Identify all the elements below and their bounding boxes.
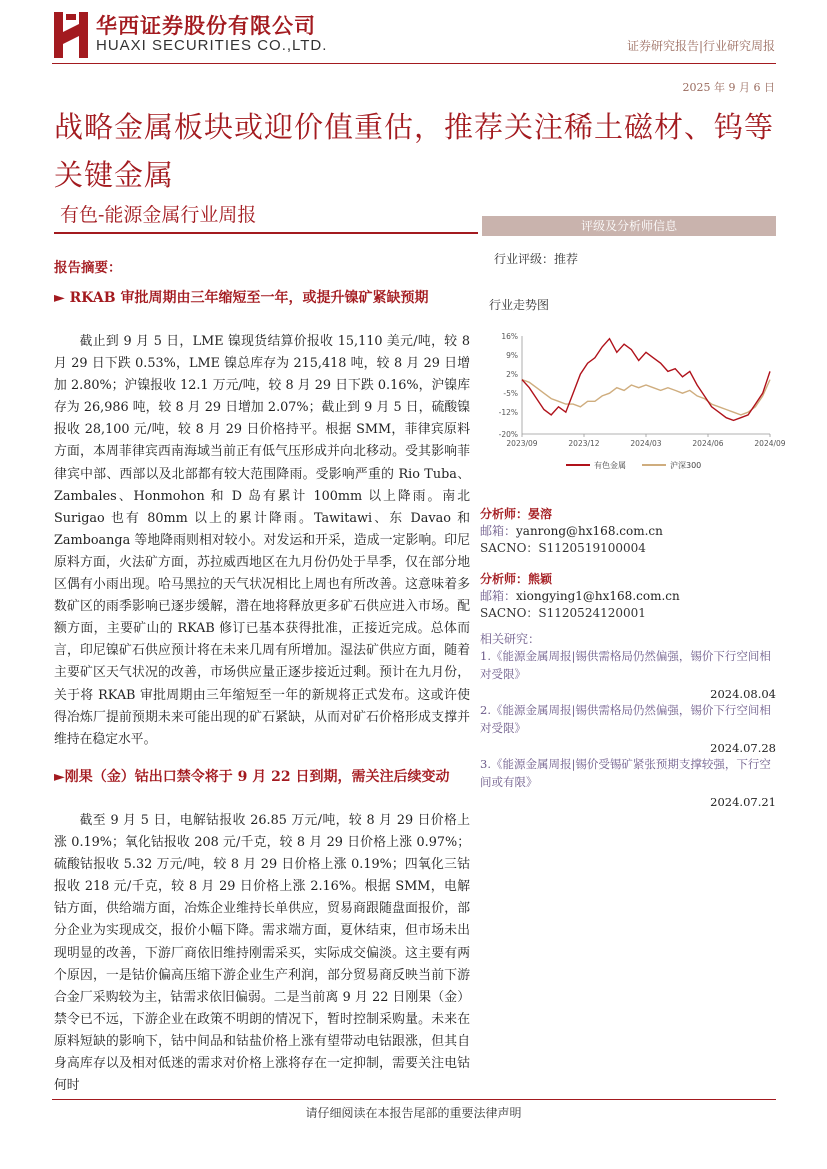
analyst-sacno-row (480, 604, 646, 621)
analyst-email-row (480, 587, 680, 604)
header-divider (52, 63, 776, 64)
x-tick-label: 2024/03 (630, 439, 662, 448)
x-tick-label: 2023/12 (568, 439, 600, 448)
analyst-name: 分析师：晏溶 (480, 507, 553, 521)
company-logo (54, 12, 88, 58)
report-title: 战略金属板块或迎价值重估，推荐关注稀土磁材、钨等关键金属 (54, 110, 775, 192)
x-tick-label: 2024/09 (754, 439, 786, 448)
analyst-sacno: S1120524120001 (538, 606, 646, 620)
related-report-date: 2024.07.28 (710, 741, 776, 755)
series-line (522, 380, 770, 415)
related-report-date: 2024.08.04 (710, 687, 776, 701)
document-type: 证券研究报告|行业研究周报 (626, 39, 775, 53)
y-tick-label: -12% (498, 408, 518, 418)
related-report-date: 2024.07.21 (710, 795, 776, 809)
x-tick-label: 2024/06 (692, 439, 724, 448)
legal-notice: 请仔细阅读在本报告尾部的重要法律声明 (305, 1106, 522, 1120)
related-research-list (480, 647, 776, 809)
subtitle-divider (54, 232, 478, 234)
section-heading-nickel: ► RKAB 审批周期由三年缩短至一年，或提升镍矿紧缺预期 (54, 290, 429, 306)
x-tick-label: 2023/09 (506, 439, 538, 448)
analyst-name: 分析师：熊颖 (480, 572, 553, 586)
analyst-sacno-row (480, 539, 646, 556)
related-research-label: 相关研究： (480, 632, 541, 646)
footer-divider (52, 1099, 776, 1100)
legend-label: 有色金属 (594, 461, 626, 470)
sacno-label: SACNO： (480, 541, 539, 555)
series-line (522, 339, 770, 421)
y-tick-label: 2% (506, 370, 518, 380)
analyst-info-panel (482, 216, 776, 236)
section-heading-cobalt: ►刚果（金）钴出口禁令将于 9 月 22 日到期，需关注后续变动 (54, 769, 450, 785)
industry-trend-chart (482, 322, 786, 480)
analyst-email[interactable]: yanrong@hx168.com.cn (516, 524, 663, 538)
summary-label: 报告摘要： (54, 260, 122, 276)
section-paragraph-nickel: 截止到 9 月 5 日，LME 镍现货结算价报收 15,110 美元/吨，较 8 月 29 日下跌 0.53%，LME 镍总库存为 215,418 吨，较 8 月 29 日增加 2.80%；沪镍报收 12.1 万元/吨，较 8 月 29 日下跌 0.16%，沪镍库存为 26,986 吨，较 8 月 29 日增加 2.07%；截止到 9 月 5 日，硫酸镍报收 28,100 元/吨，较 8 月 29 日价格持平。根据 SMM，菲律宾原料方面，本周菲律宾西南海域当前正有低气压形成并向北移动。受其影响菲律宾中部、西部以及北部都有较大范围降雨。受影响严重的 Rio Tuba、Zambales、Honmohon 和 D 岛有累计 100mm 以上降雨。南北 Surigao 也有 80mm 以上的累计降雨。Tawitawi、东 Davao 和 Zamboanga 等地降雨则相对较小。对发运和开采，造成一定影响。印尼原料方面，火法矿方面，苏拉威西地区在九月份仍处于旱季，仅在部分地区偶有小雨出现。哈马黑拉的天气状况相比上周也有所改善。这意味着多数矿区的雨季影响已逐步缓解，潜在地将释放更多矿石供应进入市场。配额方面，主要矿山的 RKAB 修订已基本获得批准，正接近完成。总体而言，印尼镍矿石供应预计将在未来几周有所增加。湿法矿供应方面，随着主要矿区天气状况的改善，市场供应量正逐步接近过剩。预计在九月份，关于将 RKAB 审批周期由三年缩短至一年的新规将正式发布。这或许使得冶炼厂提前预期未来可能出现的矿石紧缺，从而对矿石价格形成支撑并维持在稳定水平。 (54, 334, 470, 747)
analyst-email[interactable]: xiongying1@hx168.com.cn (516, 589, 680, 603)
y-tick-label: 16% (501, 332, 518, 341)
chart-title: 行业走势图 (489, 298, 550, 312)
related-report-link[interactable]: 2.《能源金属周报|锡供需格局仍然偏强，锡价下行空间相对受限》 (480, 703, 771, 735)
related-report-link[interactable]: 3.《能源金属周报|锡价受锡矿紧张预期支撑较强，下行空间或有限》 (480, 757, 771, 789)
panel-header: 评级及分析师信息 (482, 216, 776, 236)
report-subtitle: 有色-能源金属行业周报 (60, 204, 257, 226)
company-name-en: HUAXI SECURITIES CO.,LTD. (96, 37, 328, 54)
section-paragraph-cobalt: 截至 9 月 5 日，电解钴报收 26.85 万元/吨，较 8 月 29 日价格上涨 0.19%；氧化钴报收 208 元/千克，较 8 月 29 日价格上涨 0.97%；硫酸钴报收 5.32 万元/吨，较 8 月 29 日价格上涨 0.19%；四氧化三钴报收 218 元/千克，较 8 月 29 日价格上涨 2.16%。根据 SMM，电解钴方面，供给端方面，冶炼企业维持长单供应，贸易商跟随盘面报价，部分企业为实现成交，报价小幅下降。需求端方面，夏休结束，但市场未出现明显的改善，下游厂商依旧维持刚需采买，实际成交偏淡。这主要有两个原因，一是钴价偏高压缩下游企业生产利润，部分贸易商反映当前下游合金厂采购较为主，钴需求依旧偏弱。二是当前离 9 月 22 日刚果（金）禁令已不远，下游企业在政策不明朗的情况下，暂时控制采购量。未来在原料短缺的影响下，钴中间品和钴盐价格上涨有望带动电钴跟涨，但其自身高库存以及相对低迷的需求对价格上涨将存在一定抑制，需要关注电钴何时 (54, 813, 470, 1094)
sacno-label: SACNO： (480, 606, 539, 620)
legend-label: 沪深300 (670, 461, 702, 470)
analyst-email-row (480, 522, 663, 539)
email-label: 邮箱： (480, 589, 517, 603)
y-tick-label: -20% (498, 430, 518, 439)
industry-rating: 行业评级：推荐 (494, 252, 579, 266)
report-date: 2025 年 9 月 6 日 (682, 81, 775, 94)
related-report-link[interactable]: 1.《能源金属周报|锡供需格局仍然偏强，锡价下行空间相对受限》 (480, 649, 771, 681)
email-label: 邮箱： (480, 524, 517, 538)
company-name-cn: 华西证券股份有限公司 (96, 14, 316, 38)
analyst-sacno: S1120519100004 (538, 541, 646, 555)
y-tick-label: 9% (506, 351, 518, 361)
y-tick-label: -5% (503, 389, 518, 399)
